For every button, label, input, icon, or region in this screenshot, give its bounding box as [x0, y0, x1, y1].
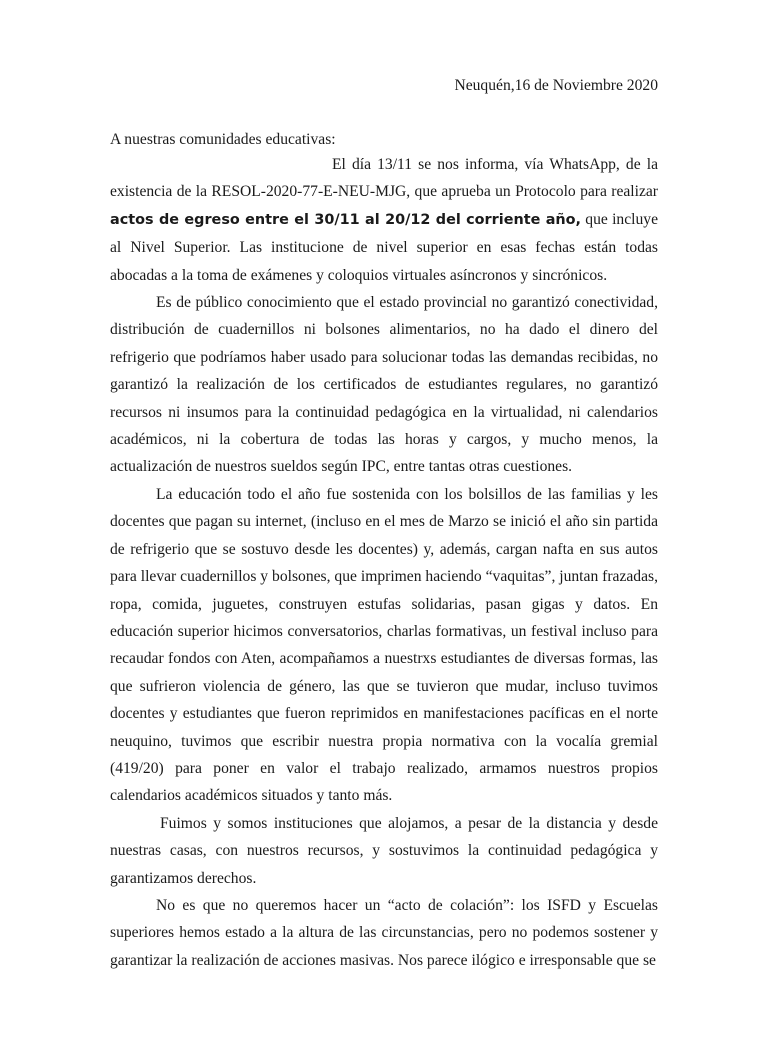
paragraph-1 [110, 151, 658, 289]
paragraph-1-start: El día 13/11 se nos informa, vía WhatsApp, de la existencia de la RESOL-2020-77-E-NEU-MJG, que aprueba un Protocolo para realizar [110, 156, 658, 201]
letter-date: Neuquén,16 de Noviembre 2020 [454, 77, 658, 94]
paragraph-3: La educación todo el año fue sostenida con los bolsillos de las familias y les docentes que pagan su internet, (incluso en el mes de Marzo se inició el año sin partida de refrigerio que se sostuvo desde les docentes) y, además, cargan nafta en sus autos para llevar cuadernillos y bolsones, que imprimen haciendo “vaquitas”, juntan frazadas, ropa, comida, juguetes, construyen estufas solidarias, pasan gigas y datos. En educación superior hicimos conversatorios, charlas formativas, un festival incluso para recaudar fondos con Aten, acompañamos a nuestrxs estudiantes de diversas formas, las que sufrieron violencia de género, las que se tuvieron que mudar, incluso tuvimos docentes y estudiantes que fueron reprimidos en manifestaciones pacíficas en el norte neuquino, tuvimos que escribir nuestra propia normativa con la vocalía gremial (419/20) para poner en valor el trabajo realizado, armamos nuestros propios calendarios académicos situados y tanto más. [110, 485, 658, 805]
paragraph-4: Fuimos y somos instituciones que alojamos, a pesar de la distancia y desde nuestras casas, con nuestros recursos, y sostuvimos la continuidad pedagógica y garantizamos derechos. [110, 814, 658, 887]
letter-greeting: A nuestras comunidades educativas: [110, 131, 336, 148]
paragraph-1-bold: actos de egreso entre el 30/11 al 20/12 del corriente año, [110, 211, 582, 228]
paragraph-1-end: que incluye al Nivel Superior. Las institucione de nivel superior en esas fechas están todas abocadas a la toma de exámenes y coloquios virtuales asíncronos y sincrónicos. [110, 210, 658, 284]
letter-body [110, 151, 658, 974]
paragraph-5: No es que no queremos hacer un “acto de colación”: los ISFD y Escuelas superiores hemos estado a la altura de las circunstancias, pero no podemos sostener y garantizar la realización de acciones masivas. Nos parece ilógico e irresponsable que se [110, 896, 658, 969]
paragraph-2: Es de público conocimiento que el estado provincial no garantizó conectividad, distribución de cuadernillos ni bolsones alimentarios, no ha dado el dinero del refrigerio que podríamos haber usado para solucionar todas las demandas recibidas, no garantizó la realización de los certificados de estudiantes regulares, no garantizó recursos ni insumos para la continuidad pedagógica en la virtualidad, ni calendarios académicos, ni la cobertura de todas las horas y cargos, y mucho menos, la actualización de nuestros sueldos según IPC, entre tantas otras cuestiones. [110, 294, 658, 476]
